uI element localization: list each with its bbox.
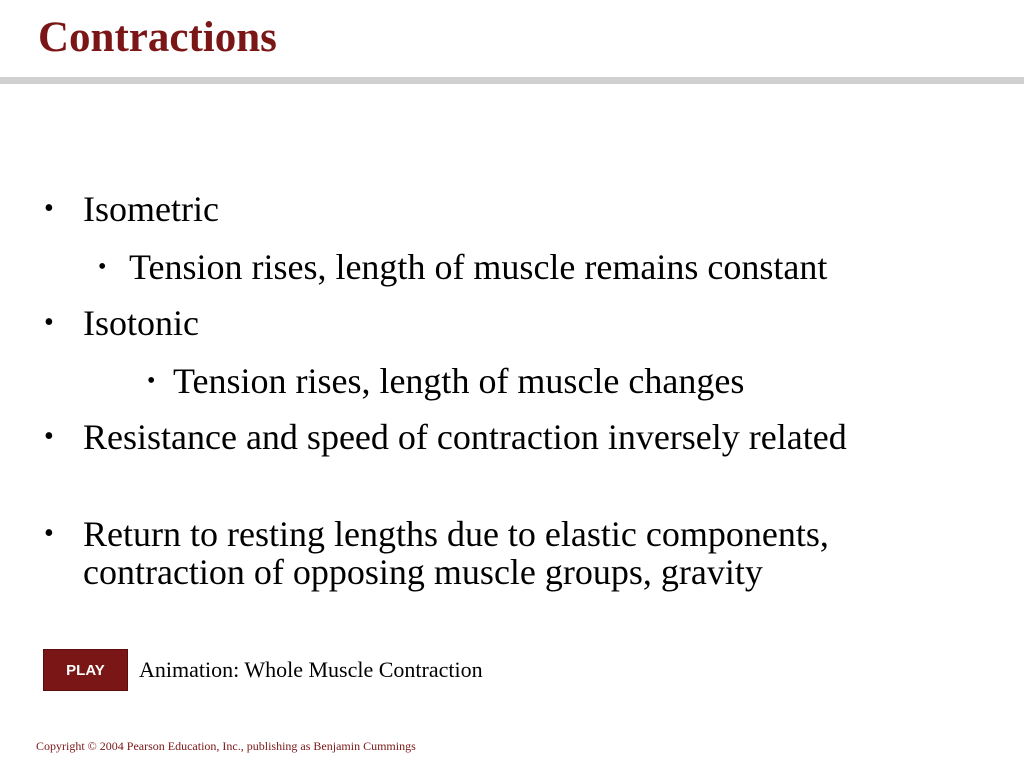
bullet-item-return-resting: [44, 515, 904, 591]
animation-link-label: Animation: Whole Muscle Contraction: [139, 657, 483, 682]
bullet-text: Tension rises, length of muscle changes: [173, 361, 745, 401]
bullet-marker: •: [98, 254, 107, 280]
bullet-text: Tension rises, length of muscle remains constant: [129, 247, 828, 287]
slide-title: Contractions: [38, 14, 277, 61]
bullet-text: Isotonic: [83, 303, 199, 343]
sub-bullet-item-isometric-detail: [98, 248, 998, 286]
bullet-marker: •: [147, 368, 156, 394]
copyright-footer: Copyright © 2004 Pearson Education, Inc., publishing as Benjamin Cummings: [36, 739, 416, 753]
bullet-text: Resistance and speed of contraction inversely related: [83, 417, 847, 457]
bullet-item-isometric: [44, 190, 944, 228]
bullet-text: Return to resting lengths due to elastic components, contraction of opposing muscle groups, gravity: [83, 514, 829, 592]
sub-bullet-item-isotonic-detail: [147, 362, 1007, 400]
bullet-marker: •: [44, 518, 54, 549]
bullet-item-resistance-speed: [44, 418, 904, 456]
bullet-marker: •: [44, 193, 54, 224]
bullet-marker: •: [44, 307, 54, 338]
bullet-item-isotonic: [44, 304, 944, 342]
bullet-marker: •: [44, 421, 54, 452]
play-button[interactable]: PLAY: [43, 649, 128, 691]
bullet-text: Isometric: [83, 189, 219, 229]
title-divider: [0, 77, 1024, 84]
